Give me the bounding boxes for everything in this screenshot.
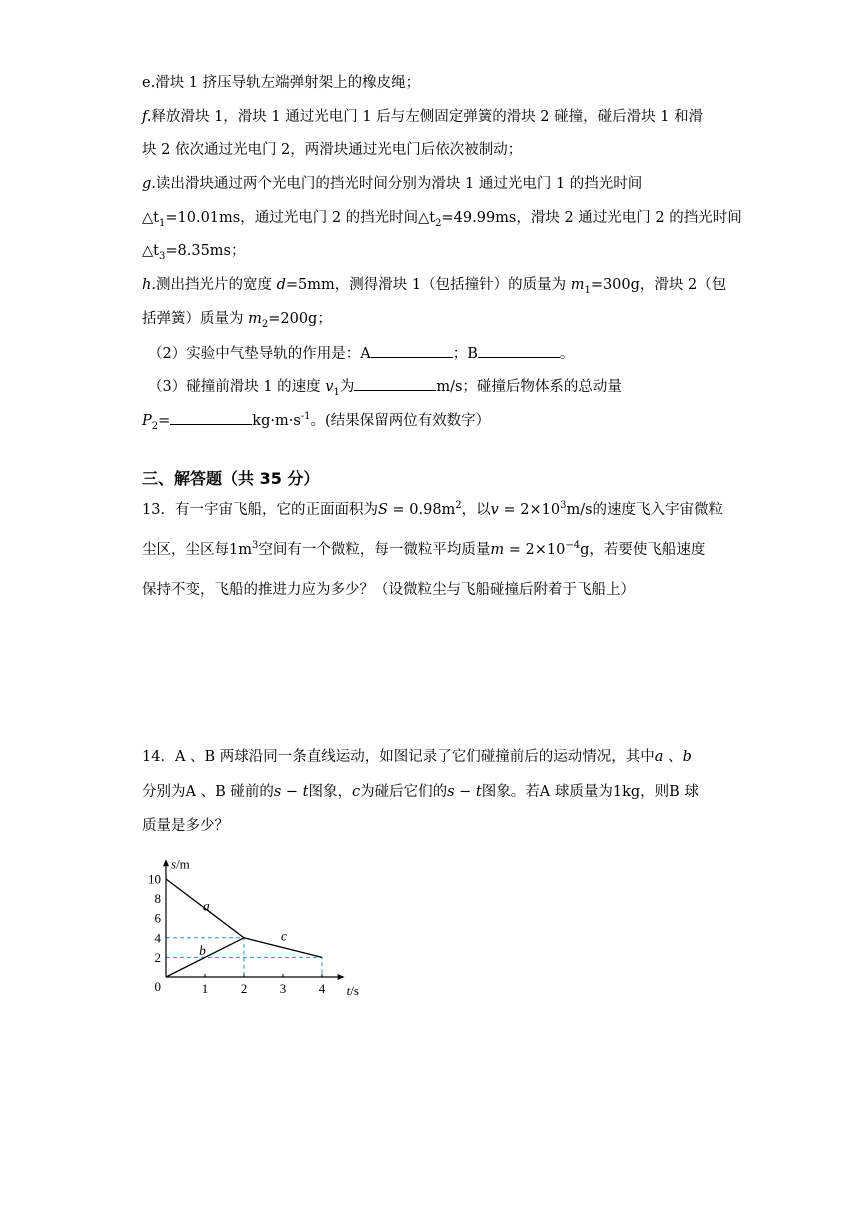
x-tick-label: 2 (240, 981, 248, 996)
problem-13-line2: 尘区，尘区每$1m^3$空间有一个微粒，每一微粒平均质量$m = 2\times 10^{-4}g$，若要使飞船速度 (142, 540, 706, 558)
answer-blank-v1[interactable] (354, 376, 436, 391)
x-axis-label: t/s (346, 983, 359, 998)
x-tick-label: 1 (201, 981, 209, 996)
s-t-chart (140, 840, 370, 1005)
y-tick-label: 6 (154, 910, 161, 926)
question-3-line2: $P_2= kg\cdot m\cdot s^{-1}$。(结果保留两位有效数字） (142, 411, 491, 432)
y-tick-label: 10 (148, 871, 161, 887)
step-g-line2: $\triangle t_1=10.01ms$，通过光电门 2 的挡光时间$\triangle t_2=49.99ms$，滑块 2 通过光电门 2 的挡光时间 (142, 210, 742, 229)
answer-blank-a[interactable] (371, 343, 453, 358)
x-tick-label: 4 (318, 981, 326, 996)
y-tick-label: 4 (154, 930, 161, 946)
step-h-line2: 括弹簧）质量为 $m_2=200g$； (142, 311, 332, 330)
question-3-line1: （3）碰撞前滑块 1 的速度 $v_1$为 m/s；碰撞后物体系的总动量 (148, 376, 622, 397)
section-heading: 三、解答题（共 35 分） (142, 469, 320, 488)
step-g-line3: $\triangle t_3=8.35ms$； (142, 243, 246, 262)
step-e: e.滑块 1 挤压导轨左端弹射架上的橡皮绳； (142, 75, 421, 91)
problem-14-line2: 分别为A 、B 碰前的s − t图象，c为碰后它们的s − t图象。若A 球质量为1kg，则B 球 (142, 784, 699, 800)
step-f-line2: 块 2 依次通过光电门 2，两滑块通过光电门后依次被制动； (142, 142, 523, 158)
y-axis-arrow (163, 859, 169, 866)
series-label-b: b (199, 942, 206, 958)
problem-14-line1: 14．A 、B 两球沿同一条直线运动，如图记录了它们碰撞前后的运动情况，其中a 、b (142, 749, 692, 765)
y-tick-label: 8 (154, 891, 161, 907)
step-h-line1: h.测出挡光片的宽度 d=5mm，测得滑块 1（包括撞针）的质量为 $m_1=300g$，滑块 2（包 (142, 277, 727, 296)
step-g-line1: g.读出滑块通过两个光电门的挡光时间分别为滑块 1 通过光电门 1 的挡光时间 (142, 176, 643, 192)
step-f-line1: f.释放滑块 1，滑块 1 通过光电门 1 后与左侧固定弹簧的滑块 2 碰撞，碰后滑块 1 和滑 (142, 109, 704, 125)
series-label-c: c (281, 928, 288, 944)
problem-13-line3: 保持不变，飞船的推进力应为多少？（设微粒尘与飞船碰撞后附着于飞船上） (142, 582, 635, 598)
y-axis-label: s/m (171, 856, 190, 872)
x-tick-label: 3 (279, 981, 287, 996)
question-2: （2）实验中气垫导轨的作用是：A ；B 。 (148, 343, 574, 364)
problem-13-line1: 13．有一宇宙飞船，它的正面面积为$S = 0.98m^2$，以$v = 2\times 10^3m/s$的速度飞入宇宙微粒 (142, 500, 724, 518)
answer-blank-p2[interactable] (170, 410, 252, 425)
x-axis-arrow (338, 974, 345, 980)
series-label-a: a (203, 898, 210, 914)
y-tick-label: 2 (154, 949, 161, 965)
origin-label: 0 (154, 979, 161, 994)
answer-blank-b[interactable] (478, 343, 560, 358)
problem-14-line3: 质量是多少？ (142, 818, 229, 834)
